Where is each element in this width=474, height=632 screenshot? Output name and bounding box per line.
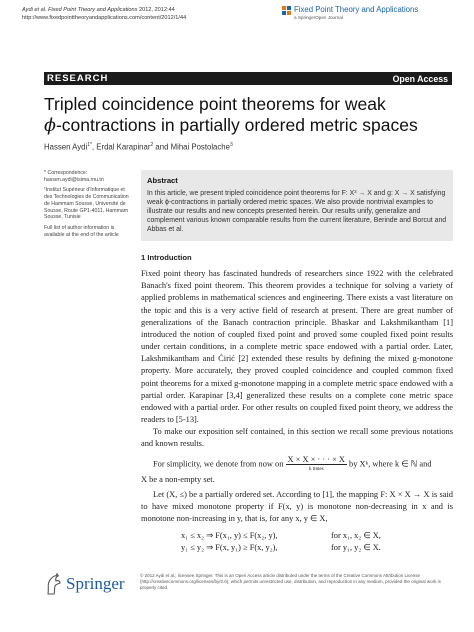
publisher-name: Springer <box>66 574 125 593</box>
mixed-monotone-equations <box>141 530 453 554</box>
equation-1: x₁ ≤ x₂ ⇒ F(x₁, y) ≤ F(x₂, y), <box>181 531 278 541</box>
article-type-bar <box>44 72 452 85</box>
overbrace-product: X × X × · · · × X <box>287 454 345 464</box>
author-name[interactable]: Hassen Aydi <box>44 142 88 152</box>
title-phi: ϕ <box>44 116 56 136</box>
running-header <box>22 6 186 22</box>
open-access-label: Open Access <box>392 73 448 84</box>
k-times-label: k times <box>308 466 324 472</box>
title-line-2: -contractions in partially ordered metric spaces <box>55 115 418 135</box>
copyright-notice: © 2012 Aydi et al.; licensee Springer. This is an Open Access article distributed under the terms of the Creative Commons Attribution License (http://creativecommons.org/licenses/by/2.0), which permits unrestricted use, distribution, and reproduction in any medium, provided the original work is properly cited. <box>140 573 441 591</box>
correspondence-email[interactable]: * Correspondence: hassen.aydi@isima.rnu.tn <box>44 170 104 183</box>
equation-1-condition: for x₁, x₂ ∈ X, <box>331 531 381 541</box>
notation-tail: X be a non-empty set. <box>141 474 215 484</box>
intro-paragraph-3 <box>141 455 453 474</box>
header-url[interactable]: http://www.fixedpointtheoryandapplications.com/content/2012/1/44 <box>22 15 187 21</box>
article-title <box>44 94 464 137</box>
author-affiliation: 3 <box>229 142 233 148</box>
author-info-note: Full list of author information is available at the end of the article <box>44 224 119 238</box>
affiliation-note: ¹Institut Supérieur d'Informatique et des Technologies de Communication de Hammam Sousse, Université de Sousse, Route GP1-4011, Hammam Sousse, Tunisie <box>44 187 129 221</box>
notation-text-end: by Xᵏ, where k ∈ ℕ and <box>349 458 432 468</box>
author-name[interactable]: Mihai Postolache <box>170 142 230 152</box>
intro-paragraph-4: Let (X, ≤) be a partially ordered set. According to [1], the mapping F: X × X → X is said to have mixed monotone property if F(x, y) is monotone non-decreasing in x and is monotone non-increasing in y, that is, for any x, y ∈ X, <box>141 489 453 523</box>
k-times-notation <box>286 455 347 474</box>
abstract-box <box>141 170 453 241</box>
author-affiliation: 1* <box>87 142 92 148</box>
intro-paragraph-2: To make our exposition self contained, in this section we recall some previous notations and known results. <box>141 427 453 449</box>
journal-logo-icon <box>282 6 291 15</box>
notation-text: For simplicity, we denote from now on <box>153 458 284 468</box>
page-footer <box>44 570 454 610</box>
author-affiliation: 2 <box>150 142 154 148</box>
equation-2-condition: for y₁, y₂ ∈ X. <box>331 543 381 553</box>
header-volume: 2012, 2012:44 <box>137 7 175 13</box>
journal-name: Fixed Point Theory and Applications <box>294 5 419 14</box>
abstract-heading: Abstract <box>147 176 178 185</box>
author-name[interactable]: Erdal Karapinar <box>96 142 151 152</box>
article-type-label: RESEARCH <box>47 73 109 84</box>
intro-paragraph-1: Fixed point theory has fascinated hundreds of researchers since 1922 with the celebrated Banach's fixed point theorem. This theorem provides a technique for solving a variety of applied problems in mathematical sciences and engineering. There exists a vast literature on the topic and this is a very active field of research at present. There are great number of generalizations of the Banach contraction principle. Bhaskar and Lakshmikantham [1] introduced the notion of coupled fixed point and proved some coupled fixed point results under certain conditions, in a complete metric space endowed with a partial order. Later, Lakshmikantham and Ćirić [2] extended these results by defining the mixed g-monotone property. More accurately, they proved coupled coincidence and coupled common fixed point theorems for a mixed g-monotone mapping in a complete metric space endowed with a partial order. Karapinar [3,4] generalized these results on a complete cone metric space endowed with a partial order. For other results on coupled fixed point theory, we address the readers to [5-13]. <box>141 269 453 425</box>
abstract-text: In this article, we present tripled coincidence point theorems for F: X³ → X and g: X → X satisfying weak ϕ-contractions in partially ordered metric spaces. We also provide nontrivial examples to illustrate our results and new concepts presented herein. Our results unify, generalize and complement various known comparable results from the current literature, Berinde and Borcut and Abbas et al. <box>147 190 447 234</box>
springer-horse-icon <box>44 572 64 596</box>
equation-2: y₁ ≤ y₂ ⇒ F(x, y₁) ≥ F(x, y₂), <box>181 543 278 553</box>
correspondence-notes <box>44 170 134 242</box>
journal-subtitle: a SpringerOpen Journal <box>294 15 343 20</box>
author-list: Hassen Aydi$^{1*}$, Erdal Karapinar$^2$ and Mihai Postolache$^3$ <box>44 142 233 152</box>
article-body <box>141 252 453 559</box>
section-heading: 1 Introduction <box>141 253 192 262</box>
header-journal: Aydi et al. Fixed Point Theory and Applications <box>22 7 138 13</box>
title-line-1: Tripled coincidence point theorems for weak <box>44 94 386 114</box>
